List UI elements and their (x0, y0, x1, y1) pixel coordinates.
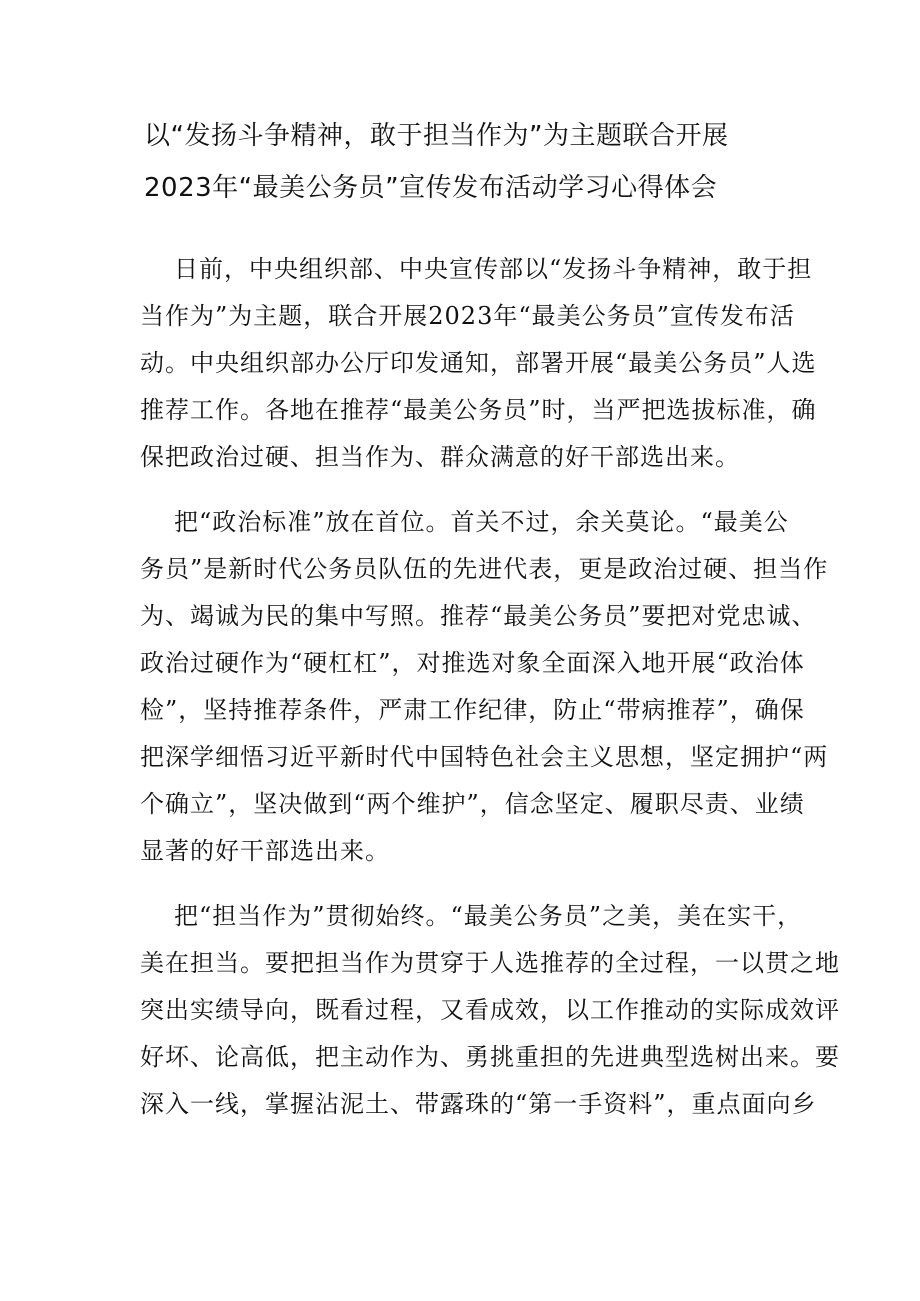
paragraph-line: 当作为”为主题，联合开展2023年“最美公务员”宣传发布活 (140, 302, 795, 330)
paragraph-line: 日前，中央组织部、中央宣传部以“发扬斗争精神，敢于担 (174, 255, 813, 283)
paragraph-line: 把深学细悟习近平新时代中国特色社会主义思想，坚定拥护“两 (140, 743, 829, 771)
paragraph-3 (140, 893, 840, 1128)
paragraph-line: 美在担当。要把担当作为贯穿于人选推荐的全过程，一以贯之地 (140, 949, 840, 977)
paragraph-line: 个确立”，坚决做到“两个维护”，信念坚定、履职尽责、业绩 (140, 790, 805, 818)
paragraph-line: 深入一线，掌握沾泥土、带露珠的“第一手资料”，重点面向乡 (140, 1090, 817, 1118)
paragraph-line: 动。中央组织部办公厅印发通知，部署开展“最美公务员”人选 (140, 349, 817, 377)
title-line-2: 2023年“最美公务员”宣传发布活动学习心得体会 (144, 173, 718, 203)
paragraph-line: 把“担当作为”贯彻始终。“最美公务员”之美，美在实干， (174, 902, 803, 930)
document-title (144, 110, 804, 214)
paragraph-line: 务员”是新时代公务员队伍的先进代表，更是政治过硬、担当作 (140, 555, 829, 583)
paragraph-1 (140, 246, 817, 481)
document-body (140, 246, 840, 1128)
paragraph-line: 保把政治过硬、担当作为、群众满意的好干部选出来。 (140, 443, 740, 471)
paragraph-line: 检”，坚持推荐条件，严肃工作纪律，防止“带病推荐”，确保 (140, 696, 805, 724)
paragraph-line: 好坏、论高低，把主动作为、勇挑重担的先进典型选树出来。要 (140, 1043, 840, 1071)
paragraph-line: 推荐工作。各地在推荐“最美公务员”时，当严把选拔标准，确 (140, 396, 817, 424)
paragraph-line: 把“政治标准”放在首位。首关不过，余关莫论。“最美公 (174, 508, 789, 536)
paragraph-spacer (140, 481, 800, 499)
paragraph-2 (140, 499, 829, 875)
title-line-1: 以“发扬斗争精神，敢于担当作为”为主题联合开展 (144, 121, 729, 151)
paragraph-spacer (140, 875, 800, 893)
paragraph-line: 显著的好干部选出来。 (140, 837, 390, 865)
paragraph-line: 为、竭诚为民的集中写照。推荐“最美公务员”要把对党忠诚、 (140, 602, 817, 630)
paragraph-line: 政治过硬作为“硬杠杠”，对推选对象全面深入地开展“政治体 (140, 649, 805, 677)
paragraph-line: 突出实绩导向，既看过程，又看成效，以工作推动的实际成效评 (140, 996, 840, 1024)
